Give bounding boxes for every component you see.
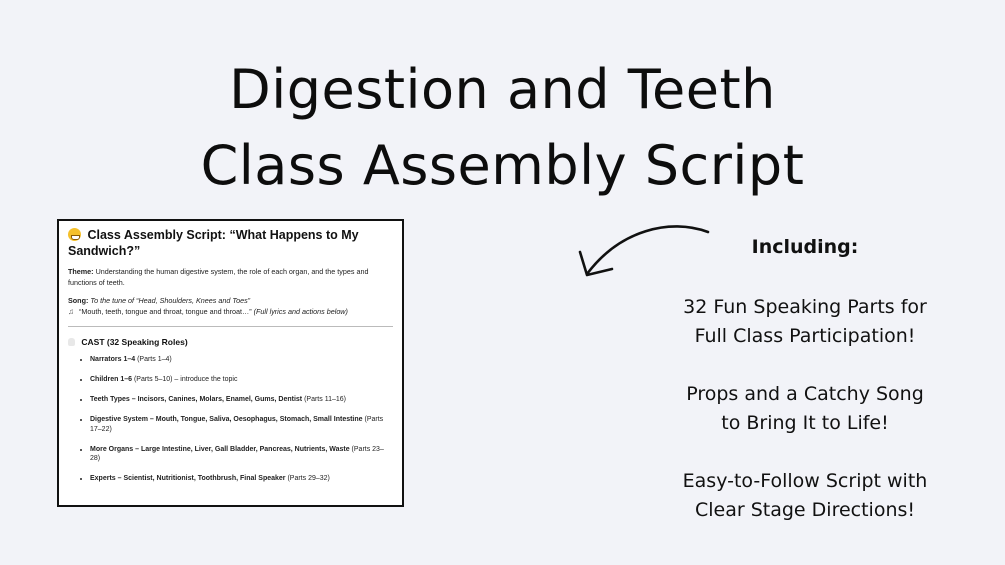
cast-item <box>90 445 393 464</box>
feature-line: Clear Stage Directions! <box>694 499 916 521</box>
doc-heading <box>68 227 393 259</box>
song-tune: To the tune of “Head, Shoulders, Knees and Toes” <box>90 296 251 305</box>
cast-item-parts: (Parts 23–28) <box>90 445 384 462</box>
feature-props-song <box>640 380 970 438</box>
cast-item-role: Narrators 1–4 <box>90 356 136 363</box>
cast-title-text: CAST (32 Speaking Roles) <box>81 337 188 347</box>
feature-line: Full Class Participation! <box>694 325 916 347</box>
song-label: Song: <box>68 296 89 305</box>
theme-label: Theme: <box>68 267 94 276</box>
song-paragraph <box>68 296 393 307</box>
cast-item <box>90 355 393 365</box>
cast-item-parts: (Parts 29–32) <box>285 475 330 482</box>
cast-item <box>90 395 393 405</box>
including-heading: Including: <box>751 236 859 258</box>
cast-item-role: More Organs – Large Intestine, Liver, Gall Bladder, Pancreas, Nutrients, Waste <box>90 445 350 453</box>
cast-item-parts: (Parts 11–16) <box>302 396 346 403</box>
cast-title <box>68 337 393 347</box>
cast-item <box>90 474 393 484</box>
theme-paragraph <box>68 267 393 288</box>
cast-list <box>68 355 393 484</box>
cast-item-role: Teeth Types – Incisors, Canines, Molars, Enamel, Gums, Dentist <box>90 396 303 403</box>
feature-line: to Bring It to Life! <box>721 412 889 434</box>
theme-text: Understanding the human digestive system, the role of each organ, and the types and functions of teeth. <box>68 267 369 287</box>
feature-line: 32 Fun Speaking Parts for <box>683 296 927 318</box>
cast-item <box>90 415 393 434</box>
divider <box>68 326 393 327</box>
song-lyric: “Mouth, teeth, tongue and throat, tongue and throat…” <box>79 306 252 316</box>
page-title <box>0 52 1005 204</box>
cast-item-role: Experts – Scientist, Nutritionist, Toothbrush, Final Speaker <box>90 475 286 482</box>
feature-easy-script <box>640 467 970 525</box>
cast-item-parts: (Parts 1–4) <box>135 356 172 363</box>
title-line-2: Class Assembly Script <box>200 134 805 197</box>
song-lyric-line <box>68 307 393 318</box>
tooth-icon <box>68 338 75 346</box>
cast-item <box>90 375 393 385</box>
doc-heading-text: Class Assembly Script: “What Happens to My Sandwich?” <box>68 228 359 258</box>
song-note: (Full lyrics and actions below) <box>253 306 348 316</box>
title-line-1: Digestion and Teeth <box>229 58 776 121</box>
cast-item-parts: (Parts 5–10) – introduce the topic <box>132 376 238 383</box>
feature-line: Easy-to-Follow Script with <box>682 470 928 492</box>
feature-speaking-parts <box>640 293 970 351</box>
feature-line: Props and a Catchy Song <box>686 383 924 405</box>
music-note-icon: ♫ <box>68 306 74 316</box>
grinning-face-icon <box>68 228 81 241</box>
cast-item-role: Digestive System – Mouth, Tongue, Saliva, Oesophagus, Stomach, Small Intestine <box>90 416 363 423</box>
cast-item-parts: (Parts 17–22) <box>90 416 384 433</box>
script-preview <box>57 219 404 507</box>
cast-item-role: Children 1–6 <box>90 376 133 383</box>
